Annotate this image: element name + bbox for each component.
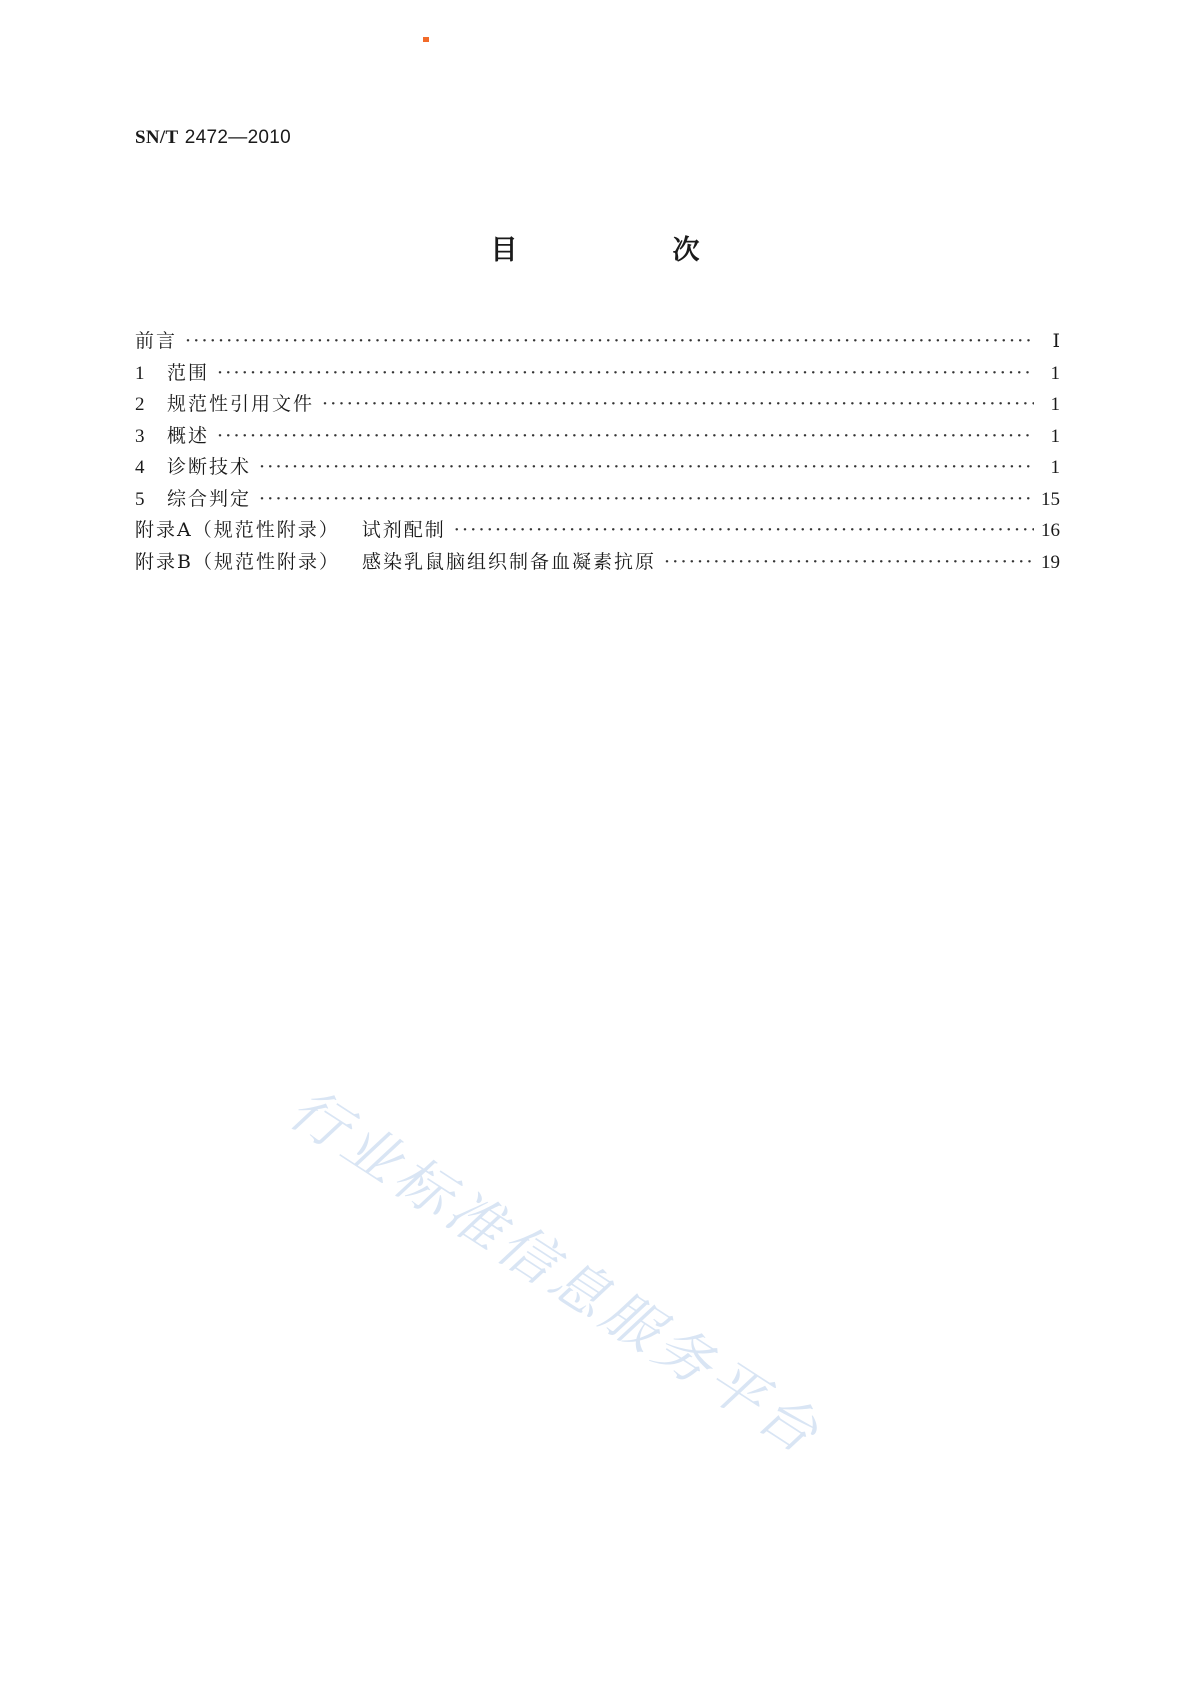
toc-leader-dots [259,484,1034,516]
toc-entry-label: 概述 [167,424,210,447]
toc-leader-dots [217,421,1034,453]
toc-entry-diagnostic-techniques[interactable] [135,452,1060,484]
toc-entry-page: 1 [1050,394,1060,415]
toc-entry-page: 1 [1050,362,1060,384]
toc-leader-dots [664,547,1034,579]
toc-entry-page: 1 [1050,457,1060,478]
toc-entry-overview[interactable] [135,421,1060,453]
toc-entry-label: 附录B（规范性附录） [135,550,340,573]
toc-leader-dots [259,452,1034,484]
toc-entry-page: 19 [1041,551,1060,573]
toc-entry-subtitle: 试剂配制 [361,519,446,541]
toc-entry-annex-b[interactable] [135,547,1060,579]
toc-entry-page: Ⅰ [1052,331,1060,352]
orange-mark [423,37,429,42]
toc-entry-label: 规范性引用文件 [167,393,315,415]
toc-title: 目 次 [490,235,764,266]
toc-entry-scope[interactable] [135,358,1060,390]
toc-leader-dots [454,515,1034,547]
toc-entry-page: 1 [1050,425,1060,447]
toc-entry-annex-a[interactable] [135,515,1060,547]
toc-entry-number: 1 [135,362,145,384]
watermark-text: 行业标准信息服务平台 [277,1076,834,1469]
toc-entry-number: 4 [135,457,145,478]
toc-entry-number: 2 [135,394,145,415]
standard-number: 2472—2010 [184,127,292,148]
toc-entry-number: 3 [135,425,145,447]
table-of-contents [135,326,1060,578]
toc-leader-dots [322,389,1034,421]
toc-entry-number: 5 [135,488,145,510]
toc-entry-label: 附录A（规范性附录） [135,519,340,541]
toc-entry-normative-references[interactable] [135,389,1060,421]
toc-entry-label: 诊断技术 [167,456,252,478]
toc-entry-label: 范围 [167,361,210,384]
toc-entry-foreword[interactable] [135,326,1060,358]
toc-entry-page: 15 [1041,488,1060,510]
toc-entry-label: 前言 [135,330,178,352]
toc-leader-dots [185,326,1034,358]
toc-entry-label: 综合判定 [167,487,252,510]
toc-entry-comprehensive-judgment[interactable] [135,484,1060,516]
toc-entry-subtitle: 感染乳鼠脑组织制备血凝素抗原 [361,550,656,573]
toc-entry-page: 16 [1041,520,1060,541]
standard-prefix: SN/T [135,127,179,148]
toc-leader-dots [217,358,1034,390]
standard-code [135,126,291,149]
